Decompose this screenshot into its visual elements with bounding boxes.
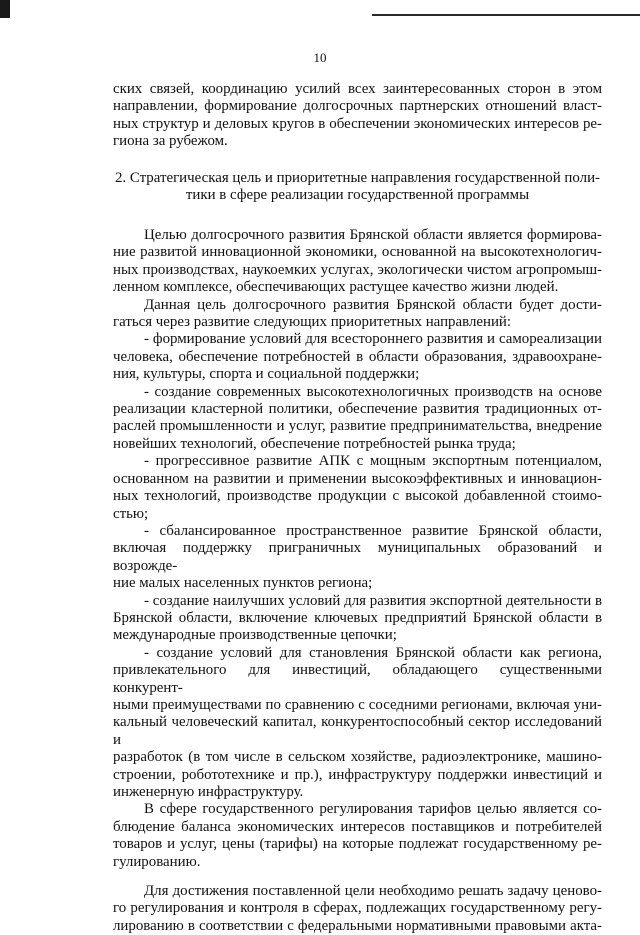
text-line: включая поддержку приграничных муниципальных образований и возрожде-	[113, 540, 602, 574]
text-line: человека, обеспечение потребностей в области образования, здравоохране-	[113, 348, 602, 365]
text-line: стью;	[113, 505, 149, 522]
text-line: блюдение баланса экономических интересов поставщиков и потребителей	[113, 818, 602, 835]
section-heading	[113, 170, 602, 205]
text-line: разработок (в том числе в сельском хозяйстве, радиоэлектронике, машино-	[113, 749, 602, 766]
text-line: - формирование условий для всестороннего развития и самореализации	[144, 331, 602, 348]
text-line: - создание условий для становления Брянской области как региона,	[144, 644, 602, 661]
text-line: товаров и услуг, цены (тарифы) на которые подлежат государственному ре-	[113, 836, 602, 853]
text-line: основанном на развитии и применении высокоэффективных и инновацион-	[113, 470, 602, 487]
text-line: международные производственные цепочки;	[113, 627, 397, 644]
top-paragraph	[113, 81, 602, 151]
text-line: ных структур и деловых кругов в обеспечении экономических интересов ре-	[113, 115, 602, 132]
text-line: направлении, формирование долгосрочных партнерских отношений власт-	[113, 98, 602, 115]
text-line: строении, робототехнике и пр.), инфраструктуру поддержки инвестиций и	[113, 766, 602, 783]
body-text	[113, 227, 602, 935]
text-line: го регулирования и контроля в сферах, подлежащих государственному регу-	[113, 900, 602, 917]
text-line: ских связей, координацию усилий всех заинтересованных сторон в этом	[113, 81, 602, 97]
text-line: ние малых населенных пунктов региона;	[113, 575, 373, 592]
heading-line: 2. Стратегическая цель и приоритетные направления государственной поли-	[114, 170, 601, 186]
text-line: привлекательного для инвестиций, обладающего существенными конкурент-	[113, 662, 602, 696]
text-line: ленном комплексе, обеспечивающих растущее качество жизни людей.	[113, 279, 559, 296]
text-line: Брянской области, включение ключевых предприятий Брянской области в	[113, 609, 602, 626]
text-line: Целью долгосрочного развития Брянской области является формирова-	[144, 227, 602, 243]
text-line: - создание наилучших условий для развития экспортной деятельности в	[144, 592, 602, 609]
text-line: гиона за рубежом.	[113, 133, 228, 150]
text-line: инженерную инфраструктуру.	[113, 784, 304, 800]
scan-corner-mark	[0, 0, 10, 18]
text-line: - сбалансированное пространственное развитие Брянской области,	[144, 522, 602, 539]
text-line: ных производствах, наукоемких услугах, экологически чистом агропромыш-	[113, 261, 602, 278]
text-line: ния, культуры, спорта и социальной поддержки;	[113, 366, 420, 383]
text-line: новейших технологий, обеспечение потребностей рынка труда;	[113, 435, 516, 452]
text-line: ными преимуществами по сравнению с соседними регионами, включая уни-	[113, 696, 602, 713]
text-line: - прогрессивное развитие АПК с мощным экспортным потенциалом,	[144, 453, 602, 470]
page-number: 10	[313, 50, 327, 65]
text-line: ние развитой инновационной экономики, основанной на высокотехнологич-	[113, 244, 602, 261]
text-line: гаться через развитие следующих приоритетных направлений:	[113, 314, 512, 331]
text-line: раслей промышленности и услуг, развитие предпринимательства, внедрение	[113, 418, 602, 435]
text-line: - создание современных высокотехнологичных производств на основе	[144, 383, 602, 400]
text-line: лированию в соответствии с федеральными нормативными правовыми акта-	[113, 917, 602, 934]
text-line: Для достижения поставленной цели необходимо решать задачу ценово-	[144, 883, 602, 900]
text-line: кальный человеческий капитал, конкурентоспособный сектор исследований и	[113, 714, 602, 748]
scan-top-line	[372, 14, 640, 16]
heading-line: тики в сфере реализации государственной программы	[185, 187, 530, 204]
text-line: гулированию.	[113, 853, 201, 870]
text-line: В сфере государственного регулирования тарифов целью является со-	[144, 801, 602, 818]
text-line: реализации кластерной политики, обеспечение развития традиционных от-	[113, 401, 602, 418]
text-line: ных технологий, производстве продукции с высокой добавленной стоимо-	[113, 488, 602, 505]
text-line: Данная цель долгосрочного развития Брянской области будет дости-	[144, 296, 602, 313]
